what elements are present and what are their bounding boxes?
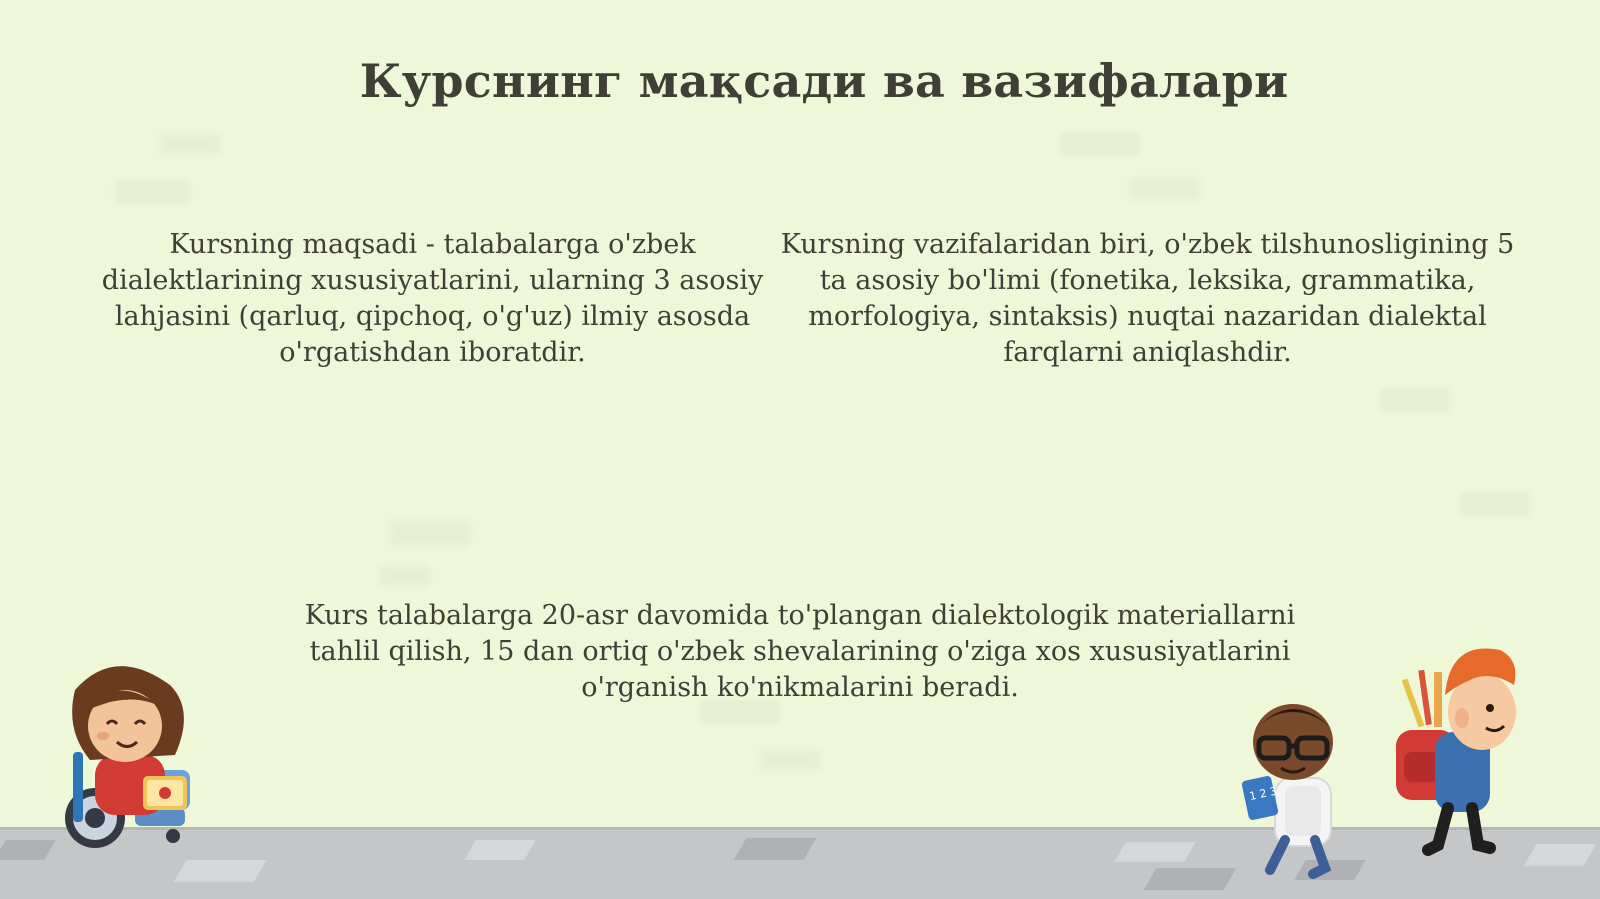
ground-tile — [1114, 842, 1196, 862]
background-speck — [1380, 388, 1450, 412]
course-tasks-text: Kursning vazifalaridan biri, o'zbek tilshunosligining 5 ta asosiy bo'limi (fonetika, leksika, grammatika, morfologiya, sintaksis) nuqtai nazaridan dialektal farqlarni aniqlashdir. — [780, 229, 1515, 368]
slide-title: Курснинг мақсади ва вазифалари — [359, 54, 1289, 108]
ground-tile — [734, 838, 817, 860]
background-speck — [160, 134, 220, 154]
background-speck — [115, 180, 190, 204]
ground-tile — [464, 840, 536, 860]
background-speck — [380, 566, 430, 586]
ground-tile — [1144, 868, 1237, 890]
ground-tile — [0, 840, 56, 860]
course-goal-text: Kursning maqsadi - talabalarga o'zbek dialektlarining xususiyatlarini, ularning 3 asosiy lahjasini (qarluq, qipchoq, o'g'uz) ilmiy asosda o'rgatishdan iboratdir. — [101, 229, 764, 368]
svg-text:1 2 3: 1 2 3 — [1248, 784, 1279, 804]
background-speck — [390, 520, 470, 546]
background-speck — [1060, 132, 1140, 156]
girl-in-wheelchair-icon — [55, 660, 235, 885]
boy-with-glasses-icon — [1245, 690, 1375, 890]
background-speck — [1130, 178, 1200, 200]
course-outcome-text: Kurs talabalarga 20-asr davomida to'plangan dialektologik materiallarni tahlil qilish, 15 dan ortiq o'zbek shevalarining o'ziga xos xususiyatlarini o'rganish ko'nikmalarini beradi. — [304, 600, 1296, 703]
background-speck — [1460, 492, 1530, 516]
ground-tile — [1524, 844, 1597, 866]
background-speck — [760, 750, 820, 770]
boy-with-backpack-icon — [1390, 640, 1530, 870]
